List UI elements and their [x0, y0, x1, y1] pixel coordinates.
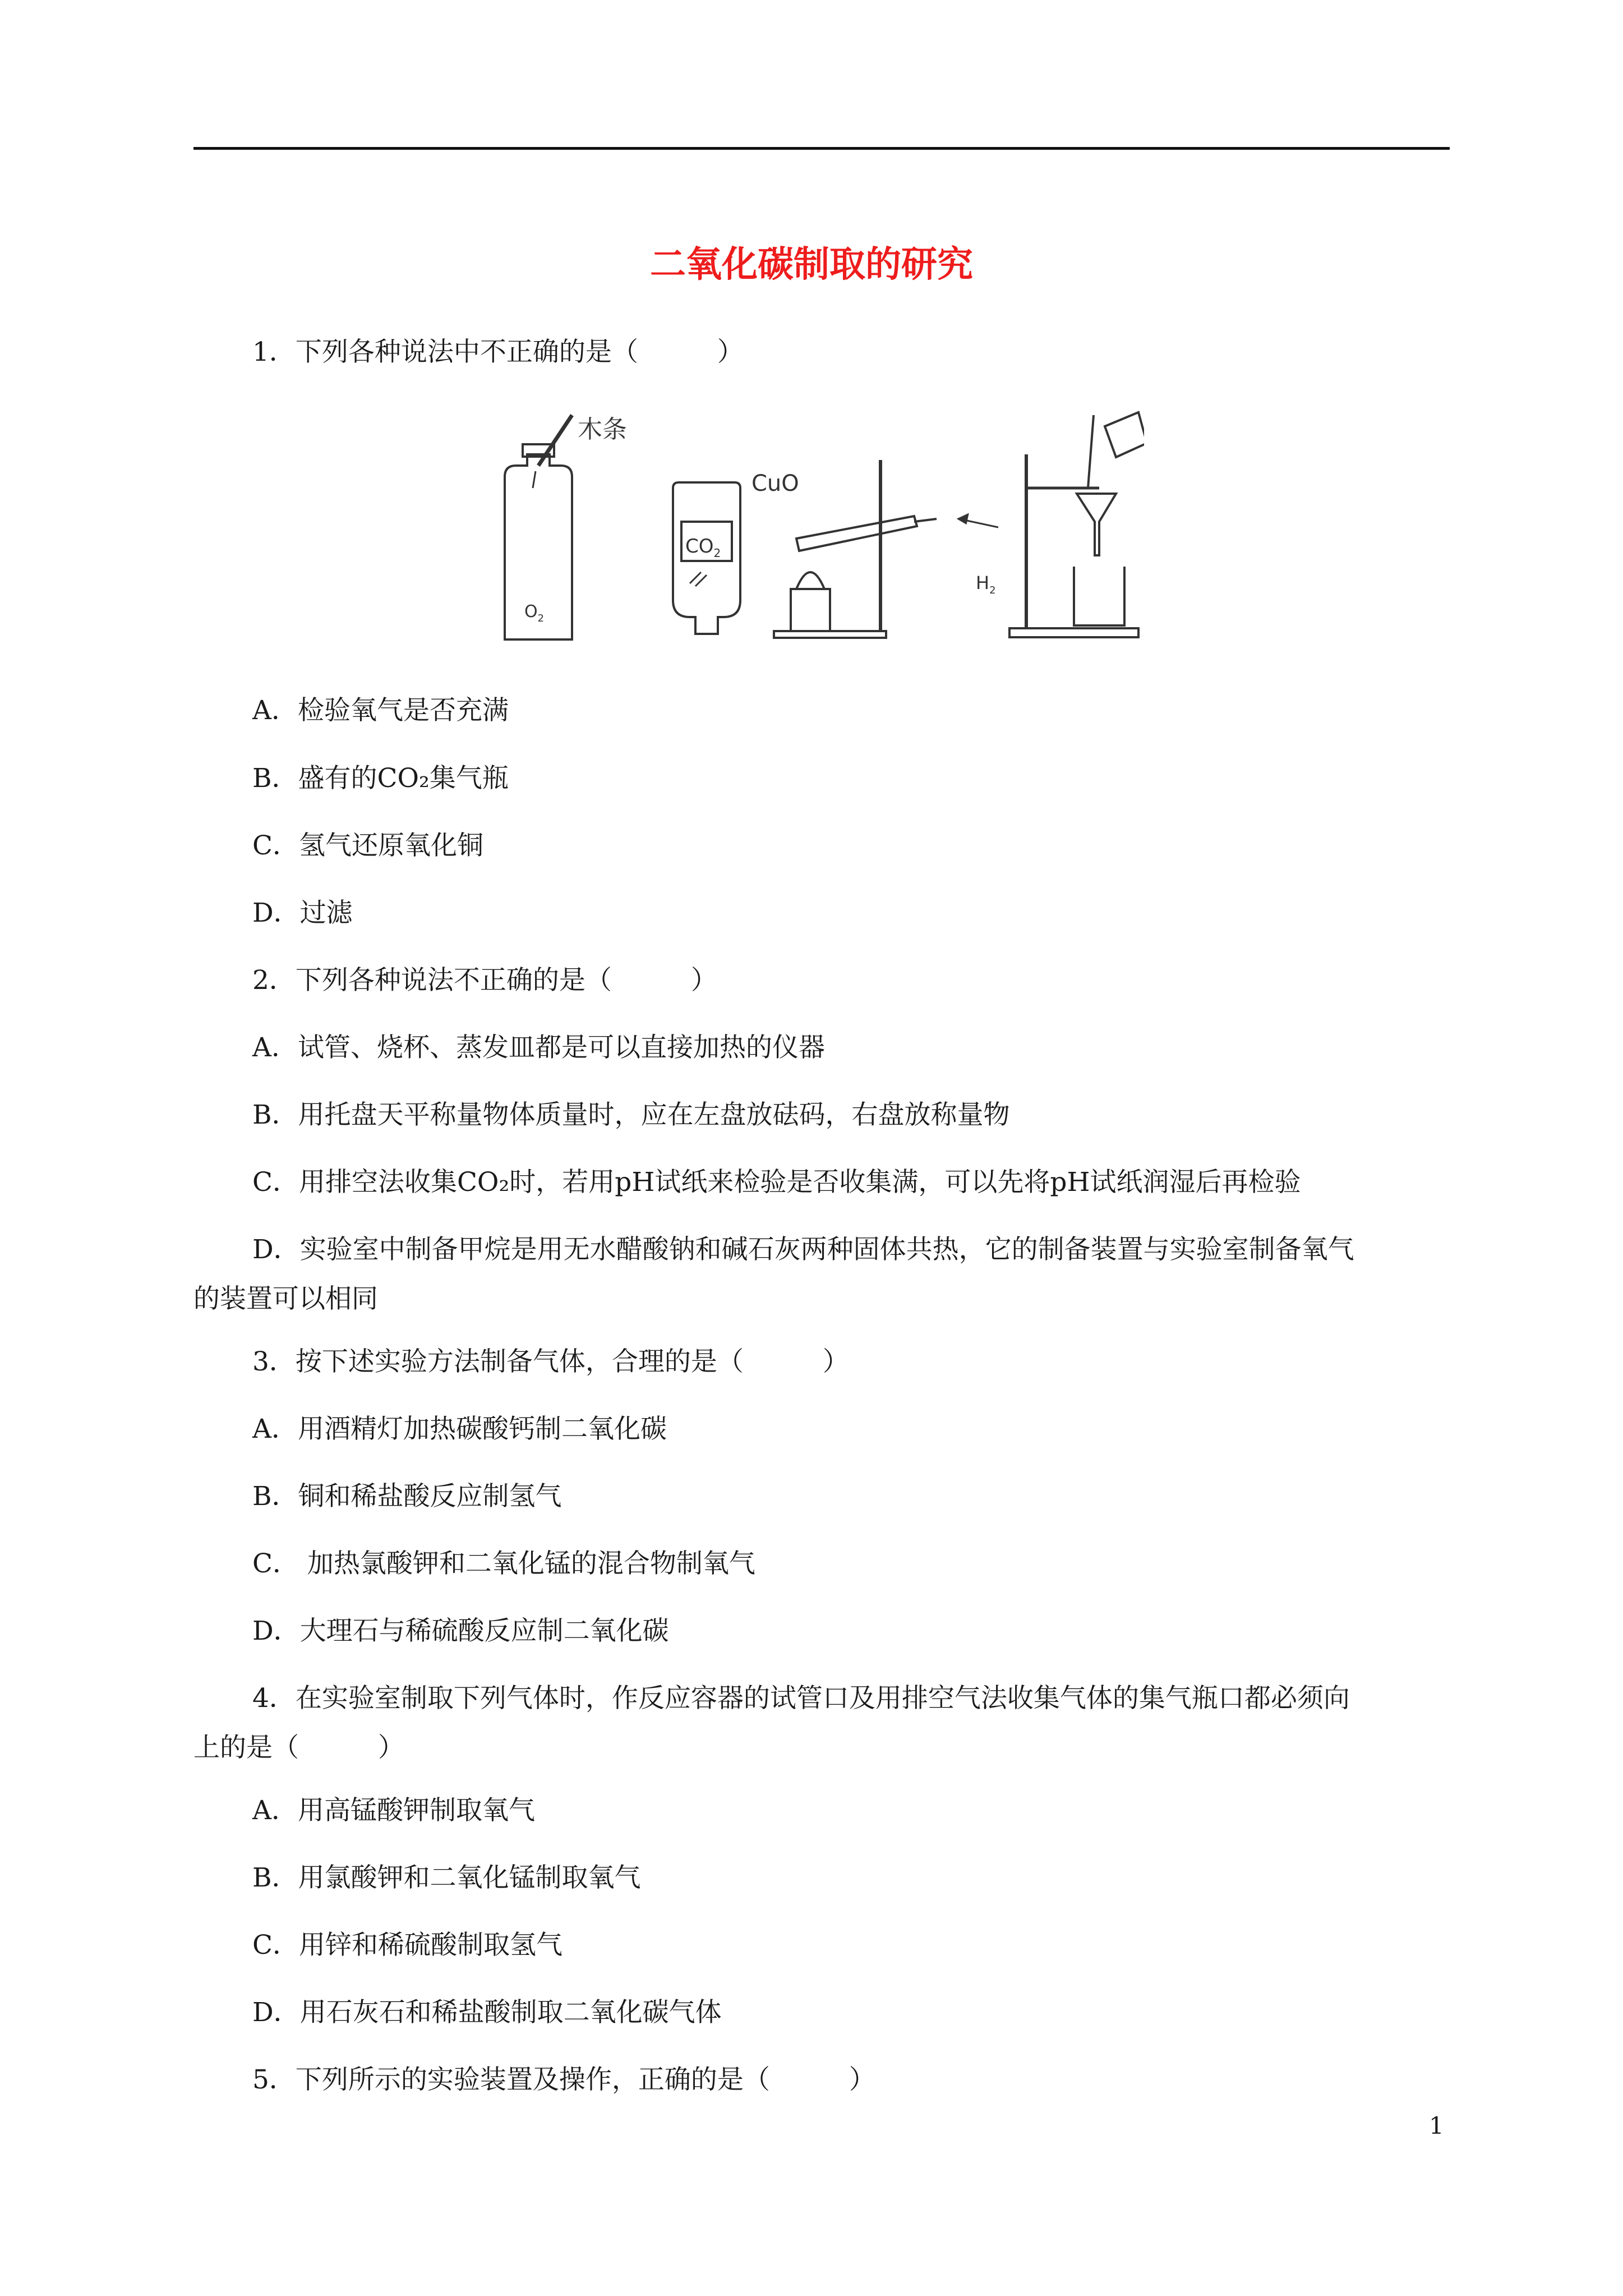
page-title: 二氧化碳制取的研究: [650, 244, 973, 286]
question-3-stem: 3．按下述实验方法制备气体，合理的是（ ）: [252, 1346, 849, 1377]
page-number: 1: [1429, 2112, 1444, 2139]
svg-text:H2: $H_2$: [976, 572, 996, 596]
figure-label-cuo: CuO: [751, 471, 799, 496]
question-2-option-d-cont: 的装置可以相同: [193, 1283, 378, 1314]
question-3-option-b: B．铜和稀盐酸反应制氢气: [252, 1481, 562, 1512]
svg-text:O2: $O_2$: [524, 602, 545, 624]
question-2-option-d: D．实验室中制备甲烷是用无水醋酸钠和碱石灰两种固体共热，它的制备装置与实验室制备氧气: [252, 1234, 1354, 1265]
question-3-option-c: C． 加热氯酸钾和二氧化锰的混合物制氧气: [252, 1548, 755, 1579]
gas-bottle-co2-icon: [673, 482, 740, 634]
question-2-option-c: C．用排空法收集CO₂时，若用pH试纸来检验是否收集满，可以先将pH试纸润湿后再检验: [252, 1167, 1301, 1198]
question-4-option-d: D．用石灰石和稀盐酸制取二氧化碳气体: [252, 1997, 722, 2028]
question-4-option-b: B．用氯酸钾和二氧化锰制取氧气: [252, 1862, 641, 1893]
figure-label-wood: 木条: [578, 415, 627, 444]
svg-text:CO2: $CO_2$: [685, 535, 721, 560]
question-4-stem-cont: 上的是（ ）: [193, 1732, 404, 1763]
question-1-option-b: B．盛有的CO₂集气瓶: [252, 763, 509, 794]
question-2-stem: 2．下列各种说法不正确的是（ ）: [252, 965, 717, 996]
question-2-option-b: B．用托盘天平称量物体质量时，应在左盘放砝码，右盘放称量物: [252, 1099, 1010, 1130]
header-rule: [193, 147, 1450, 150]
hydrogen-reduction-apparatus-icon: [774, 460, 998, 638]
question-4-stem: 4．在实验室制取下列气体时，作反应容器的试管口及用排空气法收集气体的集气瓶口都必须向: [252, 1683, 1350, 1714]
question-3-option-a: A．用酒精灯加热碳酸钙制二氧化碳: [252, 1414, 667, 1444]
question-1-option-a: A．检验氧气是否充满: [252, 695, 509, 726]
question-1-option-d: D．过滤: [252, 898, 353, 928]
question-1-option-c: C．氢气还原氧化铜: [252, 830, 483, 861]
question-4-option-a: A．用高锰酸钾制取氧气: [252, 1795, 535, 1826]
question-5-stem: 5．下列所示的实验装置及操作，正确的是（ ）: [252, 2064, 875, 2095]
question-1-stem: 1．下列各种说法中不正确的是（ ）: [252, 337, 744, 367]
question-4-option-c: C．用锌和稀硫酸制取氢气: [252, 1930, 562, 1961]
question-3-option-d: D．大理石与稀硫酸反应制二氧化碳: [252, 1616, 669, 1646]
filtration-apparatus-icon: [1009, 412, 1144, 637]
question-1-figure: [494, 404, 1144, 651]
gas-bottle-o2-icon: [505, 415, 572, 639]
question-2-option-a: A．试管、烧杯、蒸发皿都是可以直接加热的仪器: [252, 1032, 825, 1063]
